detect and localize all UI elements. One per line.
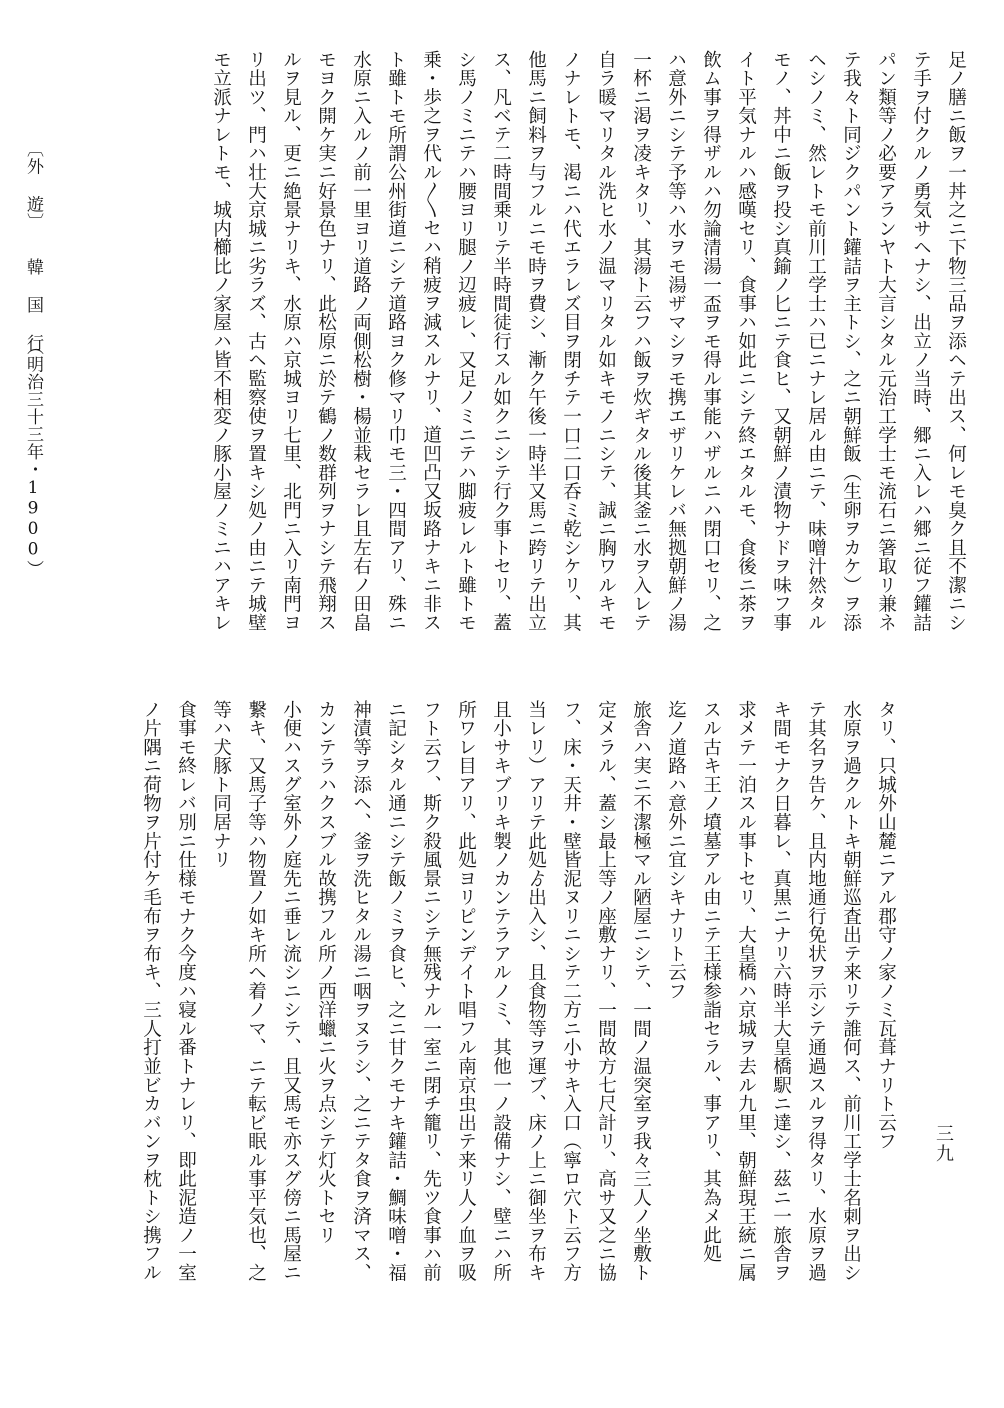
text-column: フト云フ、斯ク殺風景ニシテ無残ナル一室ニ閉チ籠リ、先ツ食事ハ前 bbox=[420, 700, 442, 1282]
text-column: 等ハ犬豚ト同居ナリ bbox=[210, 700, 232, 869]
text-column: フ、床・天井・壁皆泥ヌリニシテ二方ニ小サキ入口（寧ロ穴ト云フ方 bbox=[560, 700, 582, 1282]
text-column: 一杯ニ渇ヲ凌キタリ、其湯ト云フハ飯ヲ炊ギタル後其釜ニ水ヲ入レテ bbox=[630, 50, 652, 632]
text-column: ト雖トモ所謂公州街道ニシテ道路ヨク修マリ巾モ三・四間アリ、殊ニ bbox=[385, 50, 407, 632]
text-column: 定メラル、蓋シ最上等ノ座敷ナリ、一間故方七尺計リ、高サ又之ニ協 bbox=[595, 700, 617, 1282]
text-column: 求メテ一泊スル事トセリ、大皇橋ハ京城ヲ去ル九里、朝鮮現王統ニ属 bbox=[735, 700, 757, 1282]
text-column: ノ片隅ニ荷物ヲ片付ケ毛布ヲ布キ、三人打並ビカバンヲ枕トシ携フル bbox=[140, 700, 162, 1282]
text-column: ス、凡ベテ二時間乗リテ半時間徒行スル如クニシテ行ク事トセリ、蓋 bbox=[490, 50, 512, 632]
text-column: 自ラ暖マリタル洗ヒ水ノ温マリタル如キモノニシテ、誠ニ胸ワルキモ bbox=[595, 50, 617, 632]
text-column: 他馬ニ飼料ヲ与フルニモ時ヲ費シ、漸ク午後一時半又馬ニ跨リテ出立 bbox=[525, 50, 547, 632]
text-column: 繋キ、又馬子等ハ物置ノ如キ所ヘ着ノマ、ニテ転ビ眠ル事平気也、之 bbox=[245, 700, 267, 1282]
text-column: リ出ツ、門ハ壮大京城ニ劣ラズ、古ヘ監察使ヲ置キシ処ノ由ニテ城壁 bbox=[245, 50, 267, 632]
page-number-label: 三九 bbox=[933, 1124, 954, 1164]
text-column: タリ、只城外山麓ニアル郡守ノ家ノミ瓦葺ナリト云フ bbox=[875, 700, 897, 1151]
text-column: ニ記シタル通ニシテ飯ノミヲ食ヒ、之ニ甘クモナキ鑵詰・鯛味噌・福 bbox=[385, 700, 407, 1282]
text-column: 足ノ膳ニ飯ヲ一丼之ニ下物三品ヲ添ヘテ出ス、何レモ臭ク且不潔ニシ bbox=[945, 50, 967, 632]
text-column: パン類等ノ必要アランヤト大言シタル元治工学士モ流石ニ箸取リ兼ネ bbox=[875, 50, 897, 632]
text-column: 且小サキブリキ製ノカンテラアルノミ、其他一ノ設備ナシ、壁ニハ所 bbox=[490, 700, 512, 1282]
text-column: 水原ニ入ルノ前一里ヨリ道路ノ両側松樹・楊並栽セラレ且左右ノ田畠 bbox=[350, 50, 372, 632]
text-column: 旅舎ハ実ニ不潔極マル陋屋ニシテ、一間ノ温突室ヲ我々三人ノ坐敷ト bbox=[630, 700, 652, 1282]
chapter-period: （明治三十三年・1900） bbox=[23, 338, 43, 578]
text-column: モノ、丼中ニ飯ヲ投シ真鍮ノ匕ニテ食ヒ、又朝鮮ノ漬物ナドヲ味フ事 bbox=[770, 50, 792, 632]
text-column: ルヲ見ル、更ニ絶景ナリキ、水原ハ京城ヨリ七里、北門ニ入リ南門ヨ bbox=[280, 50, 302, 632]
running-header bbox=[18, 48, 68, 688]
text-column: テ我々ト同ジクパント鑵詰ヲ主トシ、之ニ朝鮮飯（生卵ヲカケ）ヲ添 bbox=[840, 50, 862, 632]
text-column: イト平気ナルハ感嘆セリ、食事ハ如此ニシテ終エタルモ、食後ニ茶ヲ bbox=[735, 50, 757, 632]
text-column: 当レリ）アリテ此処ゟ出入シ、且食物等ヲ運ブ、床ノ上ニ御坐ヲ布キ bbox=[525, 700, 547, 1282]
section-label: 〔外 遊〕 bbox=[23, 140, 43, 231]
text-column: モヨク開ケ実ニ好景色ナリ、此松原ニ於テ鶴ノ数群列ヲナシテ飛翔ス bbox=[315, 50, 337, 632]
text-column: 所ワレ目アリ、此処ヨリピンデイト唱フル南京虫出テ来リ人ノ血ヲ吸 bbox=[455, 700, 477, 1282]
text-column: 小便ハスグ室外ノ庭先ニ垂レ流シニシテ、且又馬モ亦スグ傍ニ馬屋ニ bbox=[280, 700, 302, 1282]
text-column: カンテラハクスブル故携フル所ノ西洋蠟ニ火ヲ点シテ灯火トセリ bbox=[315, 700, 337, 1245]
text-column: 食事モ終レバ別ニ仕様モナク今度ハ寝ル番トナレリ、即此泥造ノ一室 bbox=[175, 700, 197, 1282]
text-column: 飲ム事ヲ得ザルハ勿論清湯一盃ヲモ得ル事能ハザルニハ閉口セリ、之 bbox=[700, 50, 722, 632]
text-column: モ立派ナレトモ、城内櫛比ノ家屋ハ皆不相変ノ豚小屋ノミニハアキレ bbox=[210, 50, 232, 632]
text-column: 乗・歩之ヲ代ル〱セハ稍疲ヲ減スルナリ、道凹凸又坂路ナキニ非ス bbox=[420, 50, 442, 632]
text-column: キ間モナク日暮レ、真黒ニナリ六時半大皇橋駅ニ達シ、茲ニ一旅舎ヲ bbox=[770, 700, 792, 1282]
text-column: 水原ヲ過クルトキ朝鮮巡査出テ来リテ誰何ス、前川工学士名刺ヲ出シ bbox=[840, 700, 862, 1282]
text-column: スル古キ王ノ墳墓アル由ニテ王様参詣セラル、事アリ、其為メ此処 bbox=[700, 700, 722, 1264]
text-column: 神漬等ヲ添ヘ、釜ヲ洗ヒタル湯ニ咽ヲヌラシ、之ニテタ食ヲ済マス、 bbox=[350, 700, 372, 1282]
text-column: ハ意外ニシテ予等ハ水ヲモ湯ザマシヲモ携エザリケレバ無拠朝鮮ノ湯 bbox=[665, 50, 687, 632]
text-column: テ其名ヲ告ケ、且内地通行免状ヲ示シテ通過スルヲ得タリ、水原ヲ過 bbox=[805, 700, 827, 1282]
text-column: テ手ヲ付クルノ勇気サヘナシ、出立ノ当時、郷ニ入レハ郷ニ従フ鑵詰 bbox=[910, 50, 932, 632]
text-column: シ馬ノミニテハ腰ヨリ腿ノ辺疲レ、又足ノミニテハ脚疲レルト雖トモ bbox=[455, 50, 477, 632]
text-column: ヘシノミ、然レトモ前川工学士ハ已ニナレ居ル由ニテ、味噌汁然タル bbox=[805, 50, 827, 632]
text-column: 迄ノ道路ハ意外ニ宜シキナリト云フ bbox=[665, 700, 687, 1001]
text-column: ノナレトモ、渇ニハ代エラレズ目ヲ閉チテ一口二口呑ミ乾シケリ、其 bbox=[560, 50, 582, 632]
chapter-title: 韓 国 行 bbox=[23, 258, 43, 352]
